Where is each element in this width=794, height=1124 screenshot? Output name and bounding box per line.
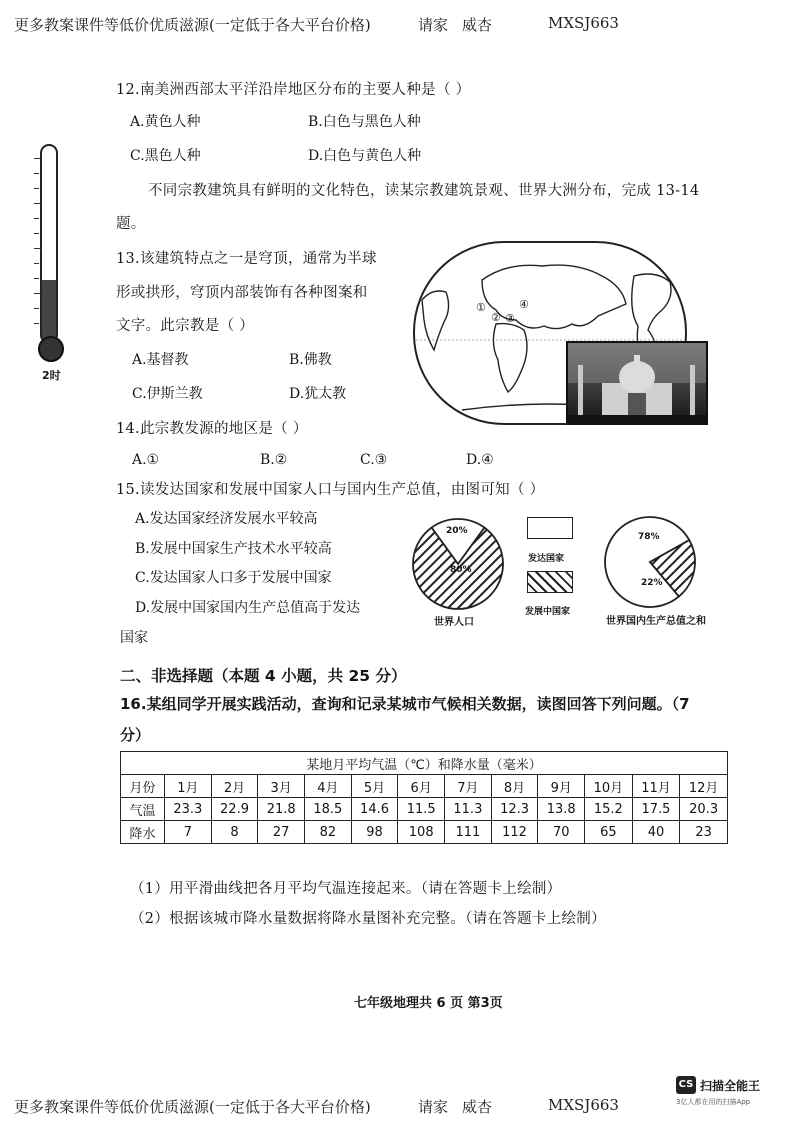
- page-number: 七年级地理共 6 页 第3页: [354, 996, 503, 1011]
- mosque-photo: [566, 341, 708, 425]
- header-contact-label: 请家: [418, 16, 449, 34]
- q15-option-b: B.发展中国家生产技术水平较高: [135, 541, 332, 557]
- q12-option-c: C.黑色人种: [130, 148, 201, 164]
- q14-option-c: C.③: [360, 452, 388, 468]
- map-marker-2: ②: [491, 311, 501, 324]
- intro-13-14-line2: 题。: [116, 216, 146, 232]
- map-marker-1: ①: [476, 301, 486, 314]
- q13-line2: 形或拱形，穹顶内部装饰有各种图案和: [116, 285, 368, 301]
- climate-row-label: 气温: [121, 798, 165, 821]
- pie-world-gdp-title: 世界国内生产总值之和: [606, 616, 706, 627]
- q15-option-a: A.发达国家经济发展水平较高: [135, 511, 318, 527]
- q12-option-d: D.白色与黄色人种: [308, 148, 422, 164]
- thermometer-tick: [34, 218, 39, 219]
- thermometer-tick: [34, 263, 39, 264]
- camscanner-logo: CS: [676, 1076, 696, 1094]
- climate-cell: 8月: [491, 775, 538, 798]
- thermometer-tick: [34, 293, 42, 294]
- thermometer-tick: [34, 308, 39, 309]
- q13-option-c: C.伊斯兰教: [132, 386, 203, 402]
- climate-row-label: 降水: [121, 821, 165, 844]
- climate-cell: 82: [305, 821, 352, 844]
- camscanner-name: 扫描全能王: [700, 1079, 761, 1093]
- climate-row-months: [121, 775, 728, 798]
- camscanner-tagline: 3亿人都在用的扫描App: [676, 1098, 751, 1106]
- q13-option-d: D.犹太教: [289, 386, 347, 402]
- intro-13-14-line1: 不同宗教建筑具有鲜明的文化特色，读某宗教建筑景观、世界大洲分布，完成 13-14: [148, 183, 700, 199]
- thermometer-mercury: [42, 280, 56, 344]
- map-marker-4: ④: [519, 298, 529, 311]
- climate-cell: 7月: [445, 775, 492, 798]
- pie-world-gdp-label-developing: 22%: [641, 578, 663, 588]
- q12-option-a: A.黄色人种: [130, 114, 201, 130]
- climate-cell: 13.8: [538, 798, 585, 821]
- climate-cell: 5月: [351, 775, 398, 798]
- q16-sub1: （1）用平滑曲线把各月平均气温连接起来。（请在答题卡上绘制）: [130, 881, 562, 897]
- climate-cell: 108: [398, 821, 445, 844]
- pie-world-population-label-developed: 20%: [446, 526, 468, 536]
- climate-cell: 17.5: [632, 798, 680, 821]
- q14-option-a: A.①: [132, 452, 160, 468]
- climate-cell: 98: [351, 821, 398, 844]
- thermometer-bulb: [38, 336, 64, 362]
- climate-row-precipitation: [121, 821, 728, 844]
- climate-cell: 20.3: [680, 798, 728, 821]
- q16-sub2: （2）根据该城市降水量数据将降水量图补充完整。（请在答题卡上绘制）: [130, 911, 606, 927]
- thermometer-tick: [34, 248, 42, 249]
- q15-option-d: D.发展中国家国内生产总值高于发达: [135, 600, 361, 616]
- climate-cell: 9月: [538, 775, 585, 798]
- footer-contact-name: 威杏: [462, 1098, 493, 1116]
- map-marker-3: ③: [505, 312, 515, 325]
- climate-row-label: 月份: [121, 775, 165, 798]
- header-ad-text: 更多教案课件等低价优质滋源(一定低于各大平台价格): [14, 16, 371, 34]
- climate-cell: 65: [585, 821, 633, 844]
- footer-ad-text: 更多教案课件等低价优质滋源(一定低于各大平台价格): [14, 1098, 371, 1116]
- climate-table-title: 某地月平均气温（℃）和降水量（毫米）: [121, 752, 728, 775]
- pie-world-population-title: 世界人口: [434, 617, 474, 628]
- climate-cell: 12.3: [491, 798, 538, 821]
- climate-cell: 3月: [258, 775, 305, 798]
- climate-cell: 70: [538, 821, 585, 844]
- pie-world-gdp-label-developed: 78%: [638, 532, 660, 542]
- climate-cell: 7: [165, 821, 212, 844]
- thermometer-label: 2时: [42, 369, 61, 382]
- thermometer-tick: [34, 278, 39, 279]
- climate-cell: 111: [445, 821, 492, 844]
- q13-option-b: B.佛教: [289, 352, 332, 368]
- climate-cell: 4月: [305, 775, 352, 798]
- climate-cell: 8: [211, 821, 258, 844]
- climate-cell: 1月: [165, 775, 212, 798]
- q14-option-b: B.②: [260, 452, 288, 468]
- legend-label-developing: 发展中国家: [525, 607, 571, 617]
- q12-option-b: B.白色与黑色人种: [308, 114, 421, 130]
- legend-swatch-developing: [527, 571, 573, 593]
- climate-cell: 18.5: [305, 798, 352, 821]
- climate-cell: 21.8: [258, 798, 305, 821]
- climate-cell: 11.5: [398, 798, 445, 821]
- climate-cell: 15.2: [585, 798, 633, 821]
- climate-cell: 23.3: [165, 798, 212, 821]
- q13-option-a: A.基督教: [132, 352, 189, 368]
- climate-table: [120, 751, 728, 844]
- climate-cell: 23: [680, 821, 728, 844]
- q15-option-c: C.发达国家人口多于发展中国家: [135, 570, 332, 586]
- thermometer-tick: [34, 188, 39, 189]
- climate-cell: 12月: [680, 775, 728, 798]
- header-code: MXSJ663: [548, 14, 619, 32]
- climate-cell: 11.3: [445, 798, 492, 821]
- footer-code: MXSJ663: [548, 1096, 619, 1114]
- thermometer-tick: [34, 173, 39, 174]
- pie-world-gdp: [602, 514, 698, 610]
- q16-line1: 16.某组同学开展实践活动，查询和记录某城市气候相关数据，读图回答下列问题。（7: [120, 695, 690, 713]
- climate-cell: 14.6: [351, 798, 398, 821]
- thermometer-tick: [34, 203, 42, 204]
- climate-cell: 112: [491, 821, 538, 844]
- climate-cell: 27: [258, 821, 305, 844]
- climate-cell: 40: [632, 821, 680, 844]
- climate-row-temperature: [121, 798, 728, 821]
- section2-title: 二、非选择题（本题 4 小题，共 25 分）: [120, 667, 407, 685]
- climate-cell: 22.9: [211, 798, 258, 821]
- header-contact-name: 威杏: [462, 16, 493, 34]
- q15-option-d-continued: 国家: [120, 630, 148, 646]
- footer-contact-label: 请家: [418, 1098, 449, 1116]
- q16-line2: 分）: [120, 726, 151, 744]
- q14-option-d: D.④: [466, 452, 494, 468]
- climate-cell: 11月: [632, 775, 680, 798]
- climate-cell: 2月: [211, 775, 258, 798]
- thermometer-tick: [34, 158, 42, 159]
- q15-stem: 15.读发达国家和发展中国家人口与国内生产总值，由图可知（ ）: [116, 482, 545, 498]
- climate-cell: 10月: [585, 775, 633, 798]
- q13-line3: 文字。此宗教是（ ）: [116, 318, 255, 334]
- climate-cell: 6月: [398, 775, 445, 798]
- q12-stem: 12.南美洲西部太平洋沿岸地区分布的主要人种是（ ）: [116, 82, 471, 98]
- thermometer-tick: [34, 323, 39, 324]
- pie-world-population-label-developing: 80%: [450, 565, 472, 575]
- legend-label-developed: 发达国家: [528, 554, 565, 564]
- thermometer-tick: [34, 233, 39, 234]
- q13-line1: 13.该建筑特点之一是穹顶，通常为半球: [116, 251, 377, 267]
- q14-stem: 14.此宗教发源的地区是（ ）: [116, 421, 308, 437]
- legend-swatch-developed: [527, 517, 573, 539]
